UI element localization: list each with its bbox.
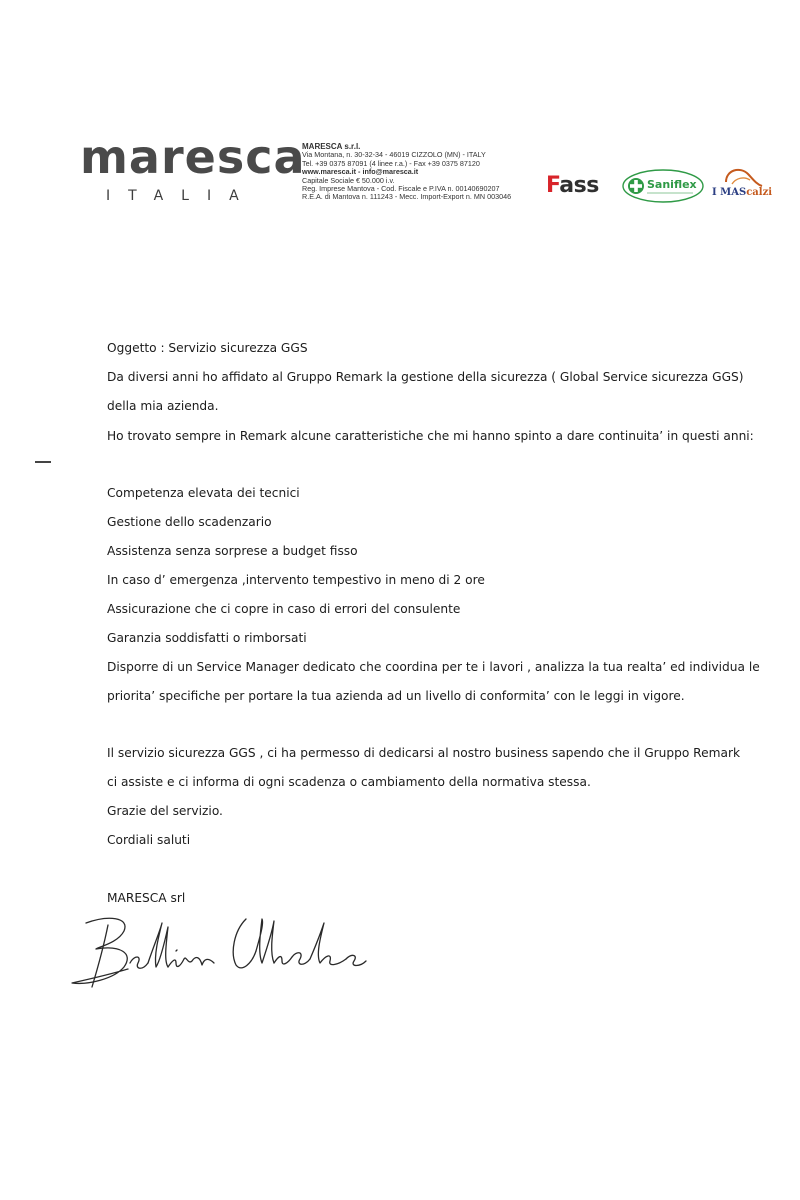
feature-item: Garanzia soddisfatti o rimborsati [107, 631, 307, 645]
company-logo: maresca [80, 130, 306, 184]
fass-logo [546, 171, 612, 201]
closing-line: Cordiali saluti [107, 833, 191, 847]
feature-item: Assistenza senza sorprese a budget fisso [107, 544, 358, 558]
fold-mark [35, 461, 51, 463]
company-rea: R.E.A. di Mantova n. 111243 - Mecc. Import-Export n. MN 003046 [302, 192, 512, 202]
feature-item: Disporre di un Service Manager dedicato che coordina per te i lavori , analizza la tua realta’ ed individua le [107, 660, 760, 674]
intro-line: Da diversi anni ho affidato al Gruppo Remark la gestione della sicurezza ( Global Service sicurezza GGS) [107, 370, 744, 384]
company-capital: Capitale Sociale € 50.000 i.v. [302, 175, 395, 185]
company-address: Via Montana, n. 30-32-34 - 46019 CIZZOLO (MN) - ITALY [302, 150, 486, 160]
fass-logo-rest: ass [559, 173, 599, 198]
imas-logo-suffix: calzi [746, 187, 773, 198]
company-name: MARESCA s.r.l. [302, 142, 361, 151]
imas-logo-mark [712, 160, 774, 206]
company-phone: Tel. +39 0375 87091 (4 linee r.a.) - Fax +39 0375 87120 [302, 158, 480, 168]
feature-item: Competenza elevata dei tecnici [107, 486, 300, 500]
feature-item: priorita’ specifiche per portare la tua azienda ad un livello di conformita’ con le leggi in vigore. [107, 689, 685, 703]
letter-subject: Oggetto : Servizio sicurezza GGS [107, 341, 308, 355]
company-details [302, 143, 542, 202]
closing-line: Il servizio sicurezza GGS , ci ha permesso di dedicarsi al nostro business sapendo che il Gruppo Remark [107, 746, 741, 760]
imas-logo-prefix: I MAS [712, 187, 747, 198]
imas-logo-text [712, 187, 774, 198]
feature-item: In caso d’ emergenza ,intervento tempestivo in meno di 2 ore [107, 573, 485, 587]
saniflex-logo-text: Saniflex [647, 178, 697, 191]
intro-line: della mia azienda. [107, 399, 219, 413]
closing-line: ci assiste e ci informa di ogni scadenza o cambiamento della normativa stessa. [107, 775, 591, 789]
company-web: www.maresca.it - info@maresca.it [302, 167, 419, 177]
fass-logo-initial: F [546, 173, 560, 198]
company-logo-subtitle: ITALIA [106, 188, 257, 204]
sender-name: MARESCA srl [107, 891, 186, 905]
closing-line: Grazie del servizio. [107, 804, 223, 818]
company-registration: Reg. Imprese Mantova - Cod. Fiscale e P.IVA n. 00140690207 [302, 184, 500, 194]
handwritten-signature [68, 905, 368, 995]
feature-item: Gestione dello scadenzario [107, 515, 272, 529]
intro-line: Ho trovato sempre in Remark alcune caratteristiche che mi hanno spinto a dare continuita’ in questi anni: [107, 429, 754, 443]
feature-item: Assicurazione che ci copre in caso di errori del consulente [107, 602, 461, 616]
saniflex-logo [621, 168, 705, 204]
